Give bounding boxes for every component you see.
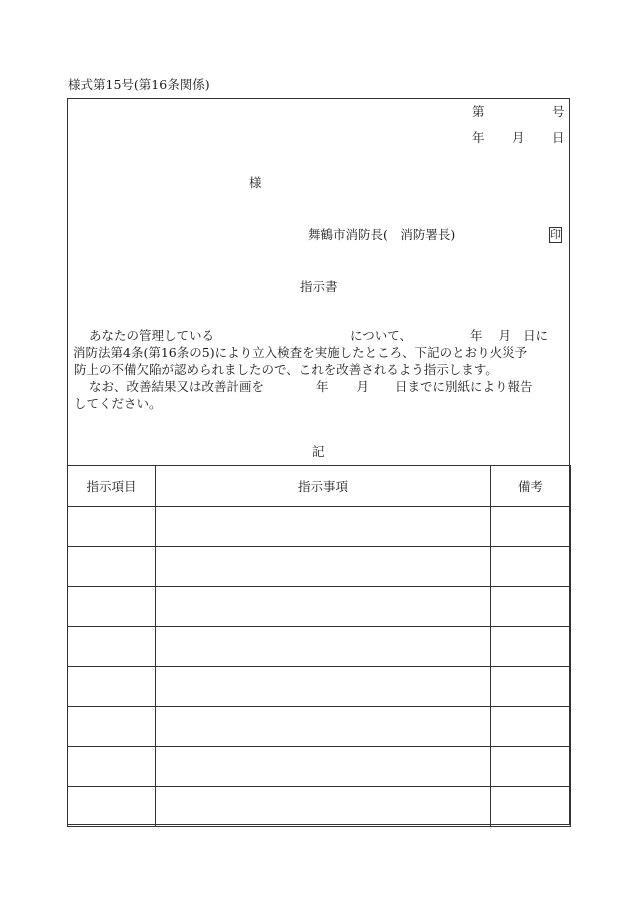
table-cell[interactable] bbox=[68, 627, 156, 667]
addressee-suffix: 様 bbox=[249, 175, 262, 190]
body-text: 日に bbox=[523, 328, 549, 343]
date-month-label: 月 bbox=[512, 130, 525, 145]
issuer-name: 舞鶴市消防長( 消防署長) bbox=[308, 227, 456, 242]
body-text: 月 bbox=[356, 379, 370, 394]
table-cell[interactable] bbox=[156, 507, 491, 547]
document-title: 指示書 bbox=[300, 279, 338, 294]
table-cell[interactable] bbox=[156, 667, 491, 707]
table-row bbox=[68, 547, 571, 587]
body-text: 日までに別紙により報告 bbox=[395, 379, 533, 394]
column-header-remarks: 備考 bbox=[491, 466, 571, 507]
body-text: あなたの管理している bbox=[89, 328, 215, 343]
table-row bbox=[68, 667, 571, 707]
table-cell[interactable] bbox=[156, 627, 491, 667]
table-cell[interactable] bbox=[491, 667, 571, 707]
table-row bbox=[68, 747, 571, 787]
body-text: 年 bbox=[316, 379, 329, 394]
table-cell[interactable] bbox=[68, 747, 156, 787]
instruction-paragraph-1 bbox=[74, 327, 568, 378]
date-year-label: 年 bbox=[472, 130, 485, 145]
column-header-details: 指示事項 bbox=[156, 466, 491, 507]
table-row bbox=[68, 627, 571, 667]
column-header-item: 指示項目 bbox=[68, 466, 156, 507]
table-row bbox=[68, 587, 571, 627]
table-row bbox=[68, 707, 571, 747]
table-cell[interactable] bbox=[156, 787, 491, 827]
body-text: してください。 bbox=[74, 396, 162, 411]
table-cell[interactable] bbox=[156, 547, 491, 587]
table-cell[interactable] bbox=[491, 547, 571, 587]
table-cell[interactable] bbox=[68, 587, 156, 627]
table-cell[interactable] bbox=[68, 667, 156, 707]
table-cell[interactable] bbox=[491, 787, 571, 827]
form-number: 様式第15号(第16条関係) bbox=[68, 77, 210, 92]
body-text: 防上の不備欠陥が認められましたので、これを改善されるよう指示します。 bbox=[74, 362, 498, 377]
body-text: 年 bbox=[470, 328, 483, 343]
table-row bbox=[68, 507, 571, 547]
body-text: なお、改善結果又は改善計画を bbox=[89, 379, 265, 394]
body-text: 月 bbox=[498, 328, 512, 343]
table-cell[interactable] bbox=[491, 507, 571, 547]
date-day-label: 日 bbox=[552, 130, 565, 145]
table-cell[interactable] bbox=[156, 587, 491, 627]
table-header-row bbox=[68, 466, 571, 507]
note-heading: 記 bbox=[312, 444, 325, 459]
table-cell[interactable] bbox=[491, 747, 571, 787]
document-number-suffix: 号 bbox=[552, 104, 565, 119]
instruction-paragraph-2 bbox=[74, 378, 568, 412]
seal-mark-text: 印 bbox=[550, 228, 561, 241]
instruction-table bbox=[67, 465, 571, 827]
table-row bbox=[68, 787, 571, 827]
table-cell[interactable] bbox=[68, 787, 156, 827]
body-text: について、 bbox=[350, 328, 413, 343]
table-cell[interactable] bbox=[491, 707, 571, 747]
table-cell[interactable] bbox=[68, 547, 156, 587]
table-cell[interactable] bbox=[491, 627, 571, 667]
table-cell[interactable] bbox=[68, 507, 156, 547]
table-cell[interactable] bbox=[491, 587, 571, 627]
table-cell[interactable] bbox=[68, 707, 156, 747]
table-cell[interactable] bbox=[156, 747, 491, 787]
body-text: 消防法第4条(第16条の5)により立入検査を実施したところ、下記のとおり火災予 bbox=[73, 345, 528, 360]
document-number-prefix: 第 bbox=[472, 104, 485, 119]
table-cell[interactable] bbox=[156, 707, 491, 747]
seal-mark bbox=[549, 227, 562, 243]
